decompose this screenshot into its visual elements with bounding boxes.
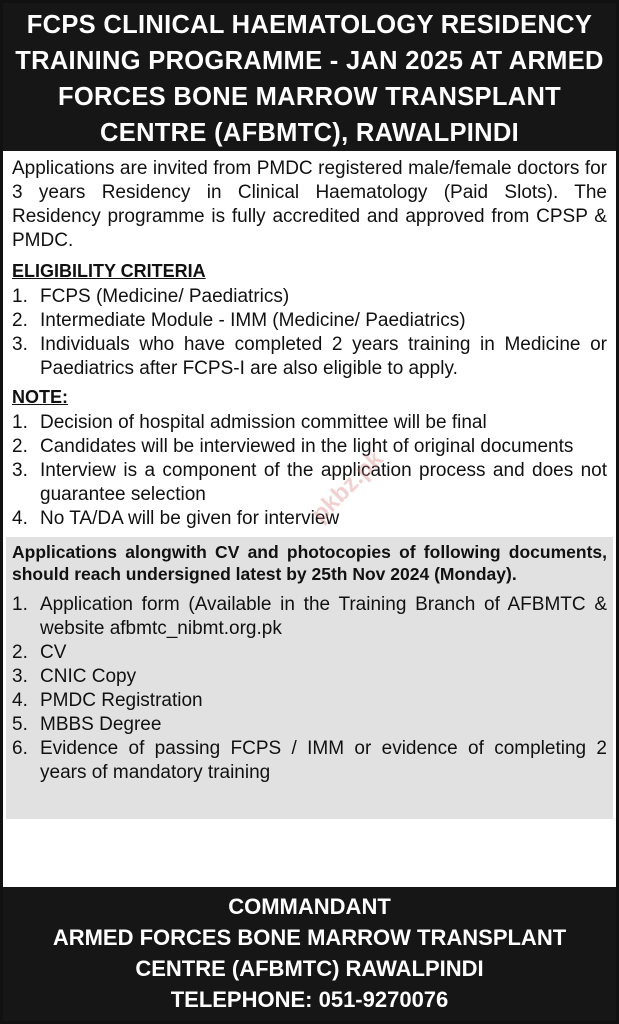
footer-location: CENTRE (AFBMTC) RAWALPINDI [135, 956, 484, 981]
list-item [12, 507, 607, 531]
item-number: 6. [12, 738, 28, 759]
list-item [12, 641, 607, 665]
item-number: 4. [12, 690, 28, 711]
item-number: 1. [12, 412, 28, 433]
item-text: CV [40, 642, 67, 663]
list-item [12, 411, 607, 435]
ad-footer [3, 887, 616, 1021]
list-item [12, 435, 607, 459]
item-number: 5. [12, 714, 28, 735]
details-section [3, 151, 616, 531]
item-text: Intermediate Module - IMM (Medicine/ Paediatrics) [40, 310, 466, 331]
ad-title: FCPS CLINICAL HAEMATOLOGY RESIDENCY TRAINING PROGRAMME - JAN 2025 AT ARMED FORCES BONE MARROW TRANSPLANT CENTRE (AFBMTC), RAWALPINDI [15, 11, 604, 147]
list-item [12, 285, 607, 309]
item-text: MBBS Degree [40, 714, 162, 735]
list-item [12, 593, 607, 641]
documents-section [6, 537, 613, 819]
item-number: 2. [12, 642, 28, 663]
item-number: 4. [12, 508, 28, 529]
footer-designation: COMMANDANT [228, 894, 391, 919]
list-item [12, 459, 607, 507]
documents-list [12, 593, 607, 785]
list-item [12, 333, 607, 381]
item-text: FCPS (Medicine/ Paediatrics) [40, 286, 290, 307]
list-item [12, 309, 607, 333]
item-number: 3. [12, 460, 28, 481]
list-item [12, 665, 607, 689]
item-number: 2. [12, 436, 28, 457]
item-number: 3. [12, 666, 28, 687]
note-list [12, 411, 607, 531]
item-number: 1. [12, 594, 28, 615]
item-text: PMDC Registration [40, 690, 203, 711]
note-heading: NOTE: [12, 387, 68, 407]
footer-telephone: TELEPHONE: 051-9270076 [170, 987, 449, 1012]
list-item [12, 689, 607, 713]
item-number: 1. [12, 286, 28, 307]
item-text: Individuals who have completed 2 years training in Medicine or Paediatrics after FCPS-I are also eligible to apply. [40, 334, 607, 379]
list-item [12, 713, 607, 737]
item-number: 3. [12, 334, 28, 355]
watermark: pkbz.pk [306, 445, 389, 528]
item-text: Candidates will be interviewed in the light of original documents [40, 436, 574, 457]
eligibility-heading: ELIGIBILITY CRITERIA [12, 261, 206, 281]
item-text: Application form (Available in the Training Branch of AFBMTC & website afbmtc_nibmt.org.pk [40, 594, 607, 639]
eligibility-list [12, 285, 607, 381]
documents-lead: Applications alongwith CV and photocopies of following documents, should reach undersigned latest by 25th Nov 2024 (Monday). [12, 542, 607, 584]
ad-header [3, 3, 616, 151]
item-number: 2. [12, 310, 28, 331]
item-text: Interview is a component of the application process and does not guarantee selection [40, 460, 607, 505]
list-item [12, 737, 607, 785]
item-text: No TA/DA will be given for interview [40, 508, 340, 529]
intro-paragraph: Applications are invited from PMDC registered male/female doctors for 3 years Residency in Clinical Haematology (Paid Slots). The Residency programme is fully accredited and approved from CPSP & PMDC. [12, 158, 607, 251]
item-text: Decision of hospital admission committee will be final [40, 412, 487, 433]
footer-organisation: ARMED FORCES BONE MARROW TRANSPLANT [52, 925, 567, 950]
item-text: CNIC Copy [40, 666, 137, 687]
item-text: Evidence of passing FCPS / IMM or evidence of completing 2 years of mandatory training [40, 738, 607, 783]
